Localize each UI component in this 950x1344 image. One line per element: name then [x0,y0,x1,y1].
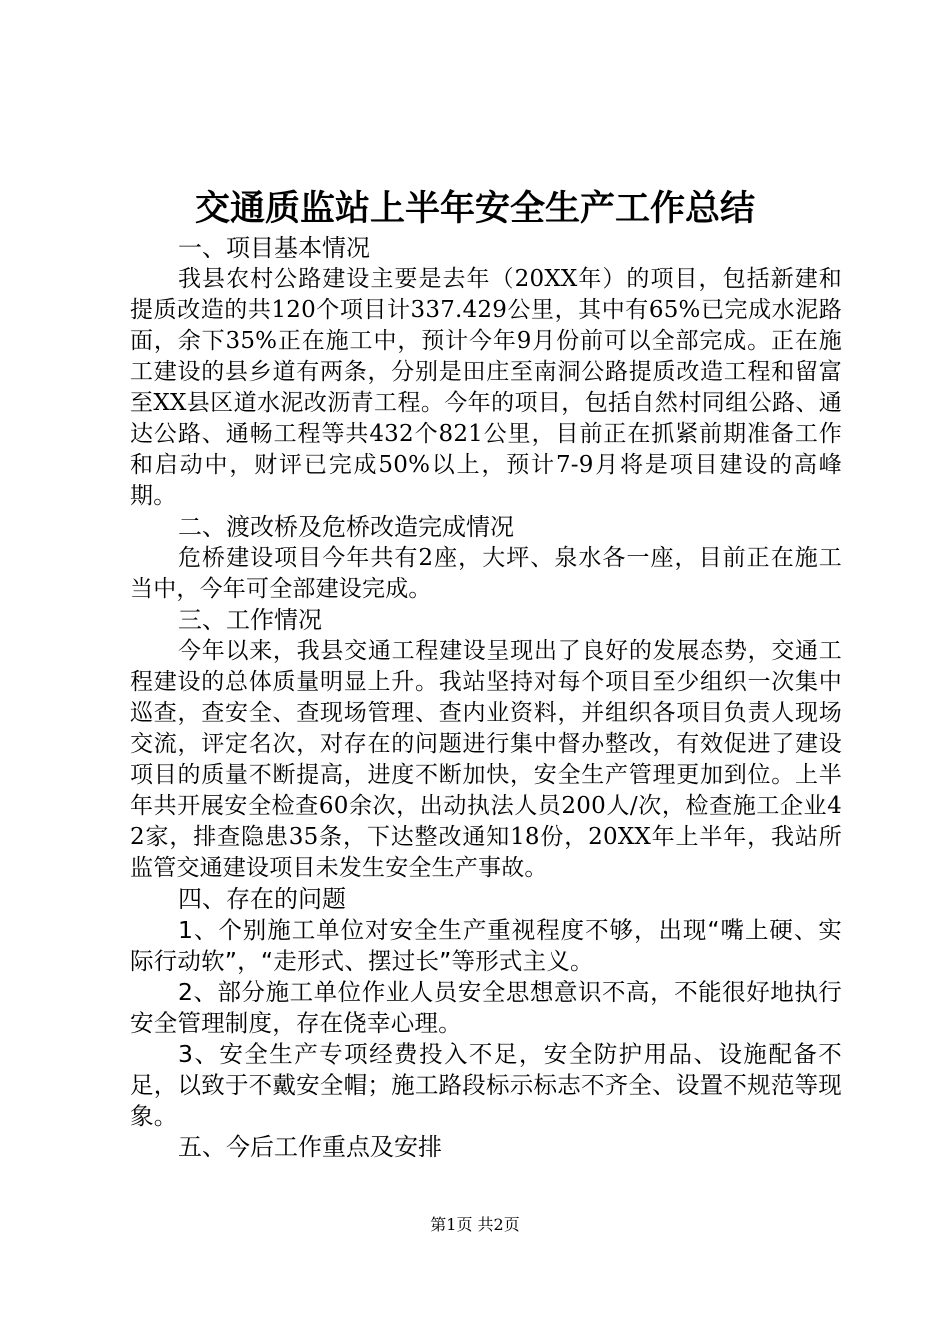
page-number-footer: 第1页 共2页 [430,1215,520,1234]
list-item: 1、个别施工单位对安全生产重视程度不够，出现“嘴上硬、实际行动软”，“走形式、摆过长”等形式主义。 [130,916,842,975]
section-heading: 三、工作情况 [178,606,322,634]
section-paragraph: 危桥建设项目今年共有2座，大坪、泉水各一座，目前正在施工当中，今年可全部建设完成。 [130,545,842,602]
section-heading: 一、项目基本情况 [178,234,370,262]
list-item: 3、安全生产专项经费投入不足，安全防护用品、设施配备不足，以致于不戴安全帽；施工路段标示标志不齐全、设置不规范等现象。 [130,1040,842,1130]
list-item: 2、部分施工单位作业人员安全思想意识不高，不能很好地执行安全管理制度，存在侥幸心理。 [130,978,842,1037]
document-body [130,233,842,1163]
section-heading: 五、今后工作重点及安排 [178,1133,442,1161]
section-heading: 二、渡改桥及危桥改造完成情况 [178,513,514,541]
document-title: 交通质监站上半年安全生产工作总结 [194,188,755,229]
section-heading: 四、存在的问题 [178,885,346,913]
section-paragraph: 我县农村公路建设主要是去年（20XX年）的项目，包括新建和提质改造的共120个项目计337.429公里，其中有65%已完成水泥路面，余下35%正在施工中，预计今年9月份前可以全部完成。正在施工建设的县乡道有两条，分别是田庄至南洞公路提质改造工程和留富至XX县区道水泥改沥青工程。今年的项目，包括自然村同组公路、通达公路、通畅工程等共432个821公里，目前正在抓紧前期准备工作和启动中，财评已完成50%以上，预计7-9月将是项目建设的高峰期。 [130,266,842,509]
section-paragraph: 今年以来，我县交通工程建设呈现出了良好的发展态势，交通工程建设的总体质量明显上升。我站坚持对每个项目至少组织一次集中巡查，查安全、查现场管理、查内业资料，并组织各项目负责人现场交流，评定名次，对存在的问题进行集中督办整改，有效促进了建设项目的质量不断提高，进度不断加快，安全生产管理更加到位。上半年共开展安全检查60余次，出动执法人员200人/次，检查施工企业42家，排查隐患35条，下达整改通知18份，20XX年上半年，我站所监管交通建设项目未发生安全生产事故。 [130,638,842,881]
